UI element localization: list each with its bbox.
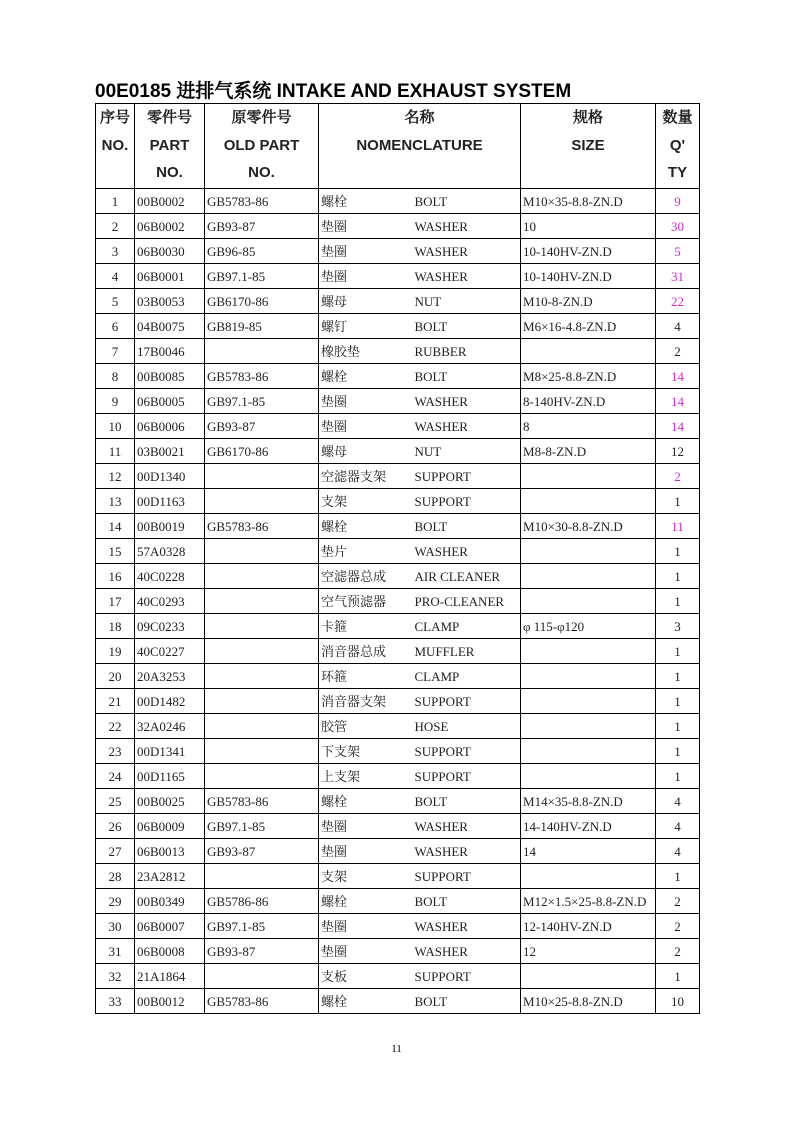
- cell-part-no: 06B0006: [135, 414, 205, 439]
- cell-seq-no: 2: [96, 214, 135, 239]
- cell-name-en: HOSE: [413, 714, 521, 739]
- cell-name-en: BOLT: [413, 189, 521, 214]
- cell-name-en: SUPPORT: [413, 489, 521, 514]
- cell-name-cn: 螺栓: [319, 514, 413, 539]
- cell-name-en: WASHER: [413, 264, 521, 289]
- header-size: 规格 SIZE: [521, 104, 656, 189]
- cell-quantity: 4: [656, 814, 700, 839]
- cell-name-cn: 消音器支架: [319, 689, 413, 714]
- cell-size: [521, 589, 656, 614]
- cell-name-cn: 橡胶垫: [319, 339, 413, 364]
- cell-old-part-no: GB5783-86: [205, 189, 319, 214]
- cell-seq-no: 15: [96, 539, 135, 564]
- cell-seq-no: 19: [96, 639, 135, 664]
- header-nomenclature: 名称 NOMENCLATURE: [319, 104, 521, 189]
- cell-old-part-no: GB93-87: [205, 214, 319, 239]
- cell-name-cn: 垫圈: [319, 839, 413, 864]
- cell-size: [521, 489, 656, 514]
- cell-name-en: WASHER: [413, 839, 521, 864]
- cell-name-cn: 下支架: [319, 739, 413, 764]
- table-row: [96, 539, 700, 564]
- cell-seq-no: 24: [96, 764, 135, 789]
- table-row: [96, 339, 700, 364]
- header-old-part-no: 原零件号 OLD PART NO.: [205, 104, 319, 189]
- cell-size: M10×35-8.8-ZN.D: [521, 189, 656, 214]
- cell-size: [521, 739, 656, 764]
- cell-seq-no: 28: [96, 864, 135, 889]
- cell-quantity: 5: [656, 239, 700, 264]
- cell-quantity: 14: [656, 389, 700, 414]
- header-no: 序号 NO.: [96, 104, 135, 189]
- cell-name-en: WASHER: [413, 939, 521, 964]
- cell-old-part-no: GB97.1-85: [205, 389, 319, 414]
- cell-old-part-no: GB5783-86: [205, 789, 319, 814]
- cell-part-no: 40C0228: [135, 564, 205, 589]
- cell-part-no: 00B0002: [135, 189, 205, 214]
- cell-old-part-no: [205, 739, 319, 764]
- cell-old-part-no: [205, 564, 319, 589]
- cell-size: 10-140HV-ZN.D: [521, 239, 656, 264]
- cell-size: M8×25-8.8-ZN.D: [521, 364, 656, 389]
- cell-seq-no: 11: [96, 439, 135, 464]
- cell-quantity: 3: [656, 614, 700, 639]
- cell-old-part-no: GB97.1-85: [205, 814, 319, 839]
- cell-seq-no: 17: [96, 589, 135, 614]
- cell-part-no: 00B0349: [135, 889, 205, 914]
- table-row: [96, 789, 700, 814]
- cell-name-en: SUPPORT: [413, 464, 521, 489]
- cell-name-en: RUBBER: [413, 339, 521, 364]
- table-row: [96, 239, 700, 264]
- cell-part-no: 00D1163: [135, 489, 205, 514]
- table-row: [96, 764, 700, 789]
- cell-name-en: WASHER: [413, 814, 521, 839]
- cell-part-no: 57A0328: [135, 539, 205, 564]
- cell-old-part-no: GB5786-86: [205, 889, 319, 914]
- cell-name-cn: 空滤器总成: [319, 564, 413, 589]
- cell-size: 14-140HV-ZN.D: [521, 814, 656, 839]
- cell-name-en: BOLT: [413, 514, 521, 539]
- cell-part-no: 21A1864: [135, 964, 205, 989]
- cell-quantity: 1: [656, 639, 700, 664]
- cell-size: φ 115-φ120: [521, 614, 656, 639]
- cell-name-en: SUPPORT: [413, 689, 521, 714]
- cell-part-no: 00B0019: [135, 514, 205, 539]
- table-row: [96, 939, 700, 964]
- table-row: [96, 364, 700, 389]
- cell-quantity: 1: [656, 489, 700, 514]
- cell-part-no: 00B0025: [135, 789, 205, 814]
- cell-quantity: 12: [656, 439, 700, 464]
- table-row: [96, 664, 700, 689]
- cell-old-part-no: GB97.1-85: [205, 264, 319, 289]
- table-row: [96, 839, 700, 864]
- cell-quantity: 14: [656, 414, 700, 439]
- cell-name-cn: 支架: [319, 864, 413, 889]
- cell-part-no: 06B0007: [135, 914, 205, 939]
- table-row: [96, 614, 700, 639]
- cell-part-no: 00D1341: [135, 739, 205, 764]
- cell-name-cn: 垫圈: [319, 239, 413, 264]
- cell-size: M6×16-4.8-ZN.D: [521, 314, 656, 339]
- cell-old-part-no: GB6170-86: [205, 439, 319, 464]
- cell-seq-no: 31: [96, 939, 135, 964]
- cell-seq-no: 29: [96, 889, 135, 914]
- cell-old-part-no: [205, 864, 319, 889]
- cell-quantity: 1: [656, 964, 700, 989]
- header-part-no: 零件号 PART NO.: [135, 104, 205, 189]
- table-row: [96, 464, 700, 489]
- cell-size: [521, 639, 656, 664]
- cell-size: 12-140HV-ZN.D: [521, 914, 656, 939]
- cell-part-no: 00D1482: [135, 689, 205, 714]
- cell-size: 10: [521, 214, 656, 239]
- cell-part-no: 06B0030: [135, 239, 205, 264]
- cell-name-cn: 螺栓: [319, 989, 413, 1014]
- cell-part-no: 06B0001: [135, 264, 205, 289]
- table-row: [96, 714, 700, 739]
- cell-seq-no: 5: [96, 289, 135, 314]
- cell-name-cn: 螺钉: [319, 314, 413, 339]
- cell-old-part-no: [205, 664, 319, 689]
- cell-part-no: 03B0053: [135, 289, 205, 314]
- cell-name-cn: 空滤器支架: [319, 464, 413, 489]
- cell-name-en: SUPPORT: [413, 964, 521, 989]
- cell-name-en: BOLT: [413, 364, 521, 389]
- table-body: [96, 189, 700, 1014]
- cell-seq-no: 18: [96, 614, 135, 639]
- cell-name-cn: 垫圈: [319, 414, 413, 439]
- cell-old-part-no: [205, 764, 319, 789]
- cell-seq-no: 9: [96, 389, 135, 414]
- cell-quantity: 1: [656, 739, 700, 764]
- cell-name-en: SUPPORT: [413, 739, 521, 764]
- cell-old-part-no: [205, 714, 319, 739]
- table-row: [96, 414, 700, 439]
- cell-part-no: 32A0246: [135, 714, 205, 739]
- cell-size: [521, 539, 656, 564]
- cell-seq-no: 6: [96, 314, 135, 339]
- table-row: [96, 914, 700, 939]
- cell-part-no: 04B0075: [135, 314, 205, 339]
- cell-size: M12×1.5×25-8.8-ZN.D: [521, 889, 656, 914]
- cell-old-part-no: [205, 464, 319, 489]
- cell-quantity: 1: [656, 689, 700, 714]
- cell-part-no: 17B0046: [135, 339, 205, 364]
- cell-part-no: 09C0233: [135, 614, 205, 639]
- cell-size: M10-8-ZN.D: [521, 289, 656, 314]
- cell-part-no: 00B0012: [135, 989, 205, 1014]
- cell-name-cn: 空气预滤器: [319, 589, 413, 614]
- cell-quantity: 1: [656, 864, 700, 889]
- cell-quantity: 2: [656, 914, 700, 939]
- cell-old-part-no: GB5783-86: [205, 514, 319, 539]
- cell-part-no: 06B0008: [135, 939, 205, 964]
- table-row: [96, 439, 700, 464]
- cell-part-no: 06B0005: [135, 389, 205, 414]
- cell-seq-no: 12: [96, 464, 135, 489]
- cell-name-cn: 垫圈: [319, 939, 413, 964]
- cell-old-part-no: GB819-85: [205, 314, 319, 339]
- table-row: [96, 989, 700, 1014]
- cell-name-en: CLAMP: [413, 614, 521, 639]
- cell-quantity: 1: [656, 714, 700, 739]
- cell-size: M10×30-8.8-ZN.D: [521, 514, 656, 539]
- cell-old-part-no: [205, 639, 319, 664]
- cell-name-cn: 垫圈: [319, 914, 413, 939]
- cell-name-cn: 垫圈: [319, 264, 413, 289]
- cell-size: [521, 464, 656, 489]
- table-row: [96, 389, 700, 414]
- cell-seq-no: 10: [96, 414, 135, 439]
- cell-old-part-no: [205, 489, 319, 514]
- table-row: [96, 689, 700, 714]
- table-row: [96, 814, 700, 839]
- cell-name-en: PRO-CLEANER: [413, 589, 521, 614]
- cell-name-en: BOLT: [413, 789, 521, 814]
- cell-part-no: 40C0227: [135, 639, 205, 664]
- cell-size: 8-140HV-ZN.D: [521, 389, 656, 414]
- cell-part-no: 06B0002: [135, 214, 205, 239]
- cell-quantity: 11: [656, 514, 700, 539]
- cell-quantity: 1: [656, 664, 700, 689]
- cell-old-part-no: [205, 689, 319, 714]
- cell-name-en: MUFFLER: [413, 639, 521, 664]
- cell-name-cn: 垫片: [319, 539, 413, 564]
- cell-old-part-no: [205, 589, 319, 614]
- cell-name-cn: 垫圈: [319, 214, 413, 239]
- cell-quantity: 1: [656, 589, 700, 614]
- cell-seq-no: 25: [96, 789, 135, 814]
- cell-old-part-no: GB5783-86: [205, 989, 319, 1014]
- cell-seq-no: 1: [96, 189, 135, 214]
- cell-quantity: 4: [656, 839, 700, 864]
- cell-quantity: 1: [656, 764, 700, 789]
- parts-table: [95, 103, 700, 1014]
- table-row: [96, 889, 700, 914]
- cell-old-part-no: [205, 614, 319, 639]
- table-row: [96, 864, 700, 889]
- cell-seq-no: 33: [96, 989, 135, 1014]
- cell-name-cn: 螺母: [319, 289, 413, 314]
- cell-size: 8: [521, 414, 656, 439]
- cell-part-no: 03B0021: [135, 439, 205, 464]
- cell-name-en: BOLT: [413, 314, 521, 339]
- table-row: [96, 589, 700, 614]
- cell-quantity: 4: [656, 314, 700, 339]
- cell-size: 10-140HV-ZN.D: [521, 264, 656, 289]
- cell-quantity: 1: [656, 564, 700, 589]
- cell-old-part-no: GB93-87: [205, 939, 319, 964]
- cell-name-cn: 螺栓: [319, 364, 413, 389]
- cell-name-cn: 螺母: [319, 439, 413, 464]
- cell-seq-no: 32: [96, 964, 135, 989]
- cell-size: M10×25-8.8-ZN.D: [521, 989, 656, 1014]
- cell-size: 12: [521, 939, 656, 964]
- header-quantity: 数量 Q' TY: [656, 104, 700, 189]
- cell-name-en: WASHER: [413, 539, 521, 564]
- cell-size: [521, 714, 656, 739]
- cell-seq-no: 3: [96, 239, 135, 264]
- cell-part-no: 20A3253: [135, 664, 205, 689]
- cell-size: 14: [521, 839, 656, 864]
- table-row: [96, 264, 700, 289]
- cell-name-cn: 螺栓: [319, 889, 413, 914]
- cell-name-en: BOLT: [413, 989, 521, 1014]
- cell-name-en: WASHER: [413, 214, 521, 239]
- cell-name-cn: 支架: [319, 489, 413, 514]
- cell-name-en: SUPPORT: [413, 864, 521, 889]
- cell-quantity: 4: [656, 789, 700, 814]
- table-row: [96, 489, 700, 514]
- cell-quantity: 14: [656, 364, 700, 389]
- cell-quantity: 1: [656, 539, 700, 564]
- cell-size: M8-8-ZN.D: [521, 439, 656, 464]
- table-row: [96, 964, 700, 989]
- cell-quantity: 2: [656, 464, 700, 489]
- cell-old-part-no: GB96-85: [205, 239, 319, 264]
- cell-name-cn: 胶管: [319, 714, 413, 739]
- cell-seq-no: 16: [96, 564, 135, 589]
- page-number: 11: [391, 1043, 402, 1055]
- cell-seq-no: 20: [96, 664, 135, 689]
- page-title: 00E0185 进排气系统 INTAKE AND EXHAUST SYSTEM: [95, 81, 572, 102]
- cell-size: [521, 564, 656, 589]
- table-header: [96, 104, 700, 189]
- cell-size: [521, 339, 656, 364]
- cell-name-en: WASHER: [413, 414, 521, 439]
- table-row: [96, 189, 700, 214]
- cell-name-cn: 垫圈: [319, 814, 413, 839]
- cell-name-cn: 螺栓: [319, 789, 413, 814]
- cell-name-cn: 上支架: [319, 764, 413, 789]
- table-row: [96, 514, 700, 539]
- cell-size: [521, 664, 656, 689]
- cell-name-cn: 卡箍: [319, 614, 413, 639]
- cell-name-en: BOLT: [413, 889, 521, 914]
- cell-seq-no: 23: [96, 739, 135, 764]
- table-row: [96, 314, 700, 339]
- cell-name-en: NUT: [413, 439, 521, 464]
- cell-quantity: 2: [656, 339, 700, 364]
- cell-old-part-no: GB93-87: [205, 839, 319, 864]
- cell-old-part-no: [205, 964, 319, 989]
- cell-size: [521, 864, 656, 889]
- cell-name-cn: 垫圈: [319, 389, 413, 414]
- cell-part-no: 40C0293: [135, 589, 205, 614]
- cell-seq-no: 21: [96, 689, 135, 714]
- cell-size: M14×35-8.8-ZN.D: [521, 789, 656, 814]
- cell-old-part-no: [205, 339, 319, 364]
- cell-part-no: 06B0009: [135, 814, 205, 839]
- cell-name-en: WASHER: [413, 914, 521, 939]
- table-row: [96, 289, 700, 314]
- cell-seq-no: 30: [96, 914, 135, 939]
- cell-old-part-no: [205, 539, 319, 564]
- cell-name-en: WASHER: [413, 239, 521, 264]
- cell-old-part-no: GB6170-86: [205, 289, 319, 314]
- table-row: [96, 564, 700, 589]
- cell-seq-no: 7: [96, 339, 135, 364]
- table-row: [96, 214, 700, 239]
- cell-name-en: NUT: [413, 289, 521, 314]
- cell-seq-no: 4: [96, 264, 135, 289]
- table-row: [96, 639, 700, 664]
- cell-size: [521, 964, 656, 989]
- cell-name-en: WASHER: [413, 389, 521, 414]
- cell-name-cn: 消音器总成: [319, 639, 413, 664]
- cell-name-en: CLAMP: [413, 664, 521, 689]
- cell-name-en: SUPPORT: [413, 764, 521, 789]
- cell-quantity: 2: [656, 889, 700, 914]
- cell-part-no: 23A2812: [135, 864, 205, 889]
- cell-seq-no: 27: [96, 839, 135, 864]
- cell-old-part-no: GB93-87: [205, 414, 319, 439]
- cell-part-no: 06B0013: [135, 839, 205, 864]
- cell-part-no: 00D1340: [135, 464, 205, 489]
- cell-name-cn: 螺栓: [319, 189, 413, 214]
- table-row: [96, 739, 700, 764]
- cell-seq-no: 8: [96, 364, 135, 389]
- cell-seq-no: 13: [96, 489, 135, 514]
- cell-name-cn: 支板: [319, 964, 413, 989]
- cell-quantity: 30: [656, 214, 700, 239]
- cell-quantity: 2: [656, 939, 700, 964]
- cell-part-no: 00D1165: [135, 764, 205, 789]
- cell-seq-no: 22: [96, 714, 135, 739]
- cell-name-en: AIR CLEANER: [413, 564, 521, 589]
- cell-size: [521, 689, 656, 714]
- cell-seq-no: 26: [96, 814, 135, 839]
- cell-part-no: 00B0085: [135, 364, 205, 389]
- cell-name-cn: 环箍: [319, 664, 413, 689]
- cell-quantity: 31: [656, 264, 700, 289]
- cell-quantity: 10: [656, 989, 700, 1014]
- cell-quantity: 22: [656, 289, 700, 314]
- cell-size: [521, 764, 656, 789]
- cell-seq-no: 14: [96, 514, 135, 539]
- cell-old-part-no: GB5783-86: [205, 364, 319, 389]
- cell-old-part-no: GB97.1-85: [205, 914, 319, 939]
- cell-quantity: 9: [656, 189, 700, 214]
